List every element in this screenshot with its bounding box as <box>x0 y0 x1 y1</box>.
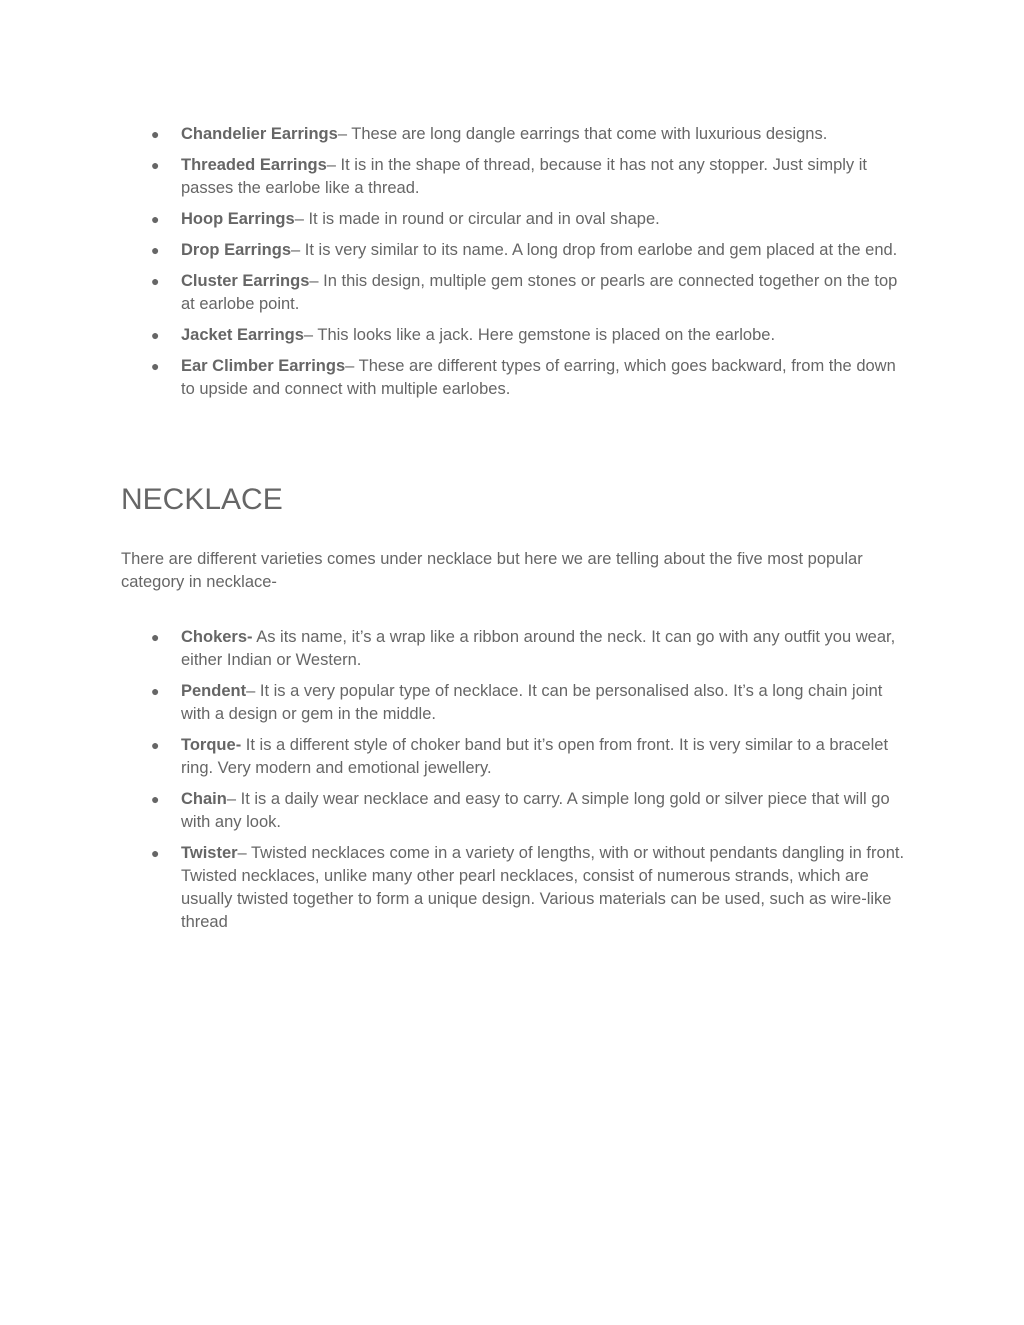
item-text: – This looks like a jack. Here gemstone is placed on the earlobe. <box>303 326 776 344</box>
item-text: – It is a very popular type of necklace. It can be personalised also. It’s a long chain joint with a design or gem in the middle. <box>181 682 883 723</box>
item-term: Cluster Earrings <box>181 272 310 290</box>
item-term: Torque- <box>181 736 242 754</box>
bullet-icon: ● <box>151 126 160 142</box>
necklace-intro: There are different varieties comes under necklace but here we are telling about the five most popular category in necklace- <box>121 550 863 591</box>
list-item <box>121 239 911 262</box>
list-item <box>121 734 911 780</box>
list-item <box>121 154 911 200</box>
bullet-icon: ● <box>151 683 160 699</box>
bullet-icon: ● <box>151 211 160 227</box>
bullet-icon: ● <box>151 737 160 753</box>
list-item <box>121 842 911 934</box>
item-text: – It is very similar to its name. A long drop from earlobe and gem placed at the end. <box>291 241 898 259</box>
item-text: As its name, it’s a wrap like a ribbon around the neck. It can go with any outfit you wear, either Indian or Western. <box>181 628 896 669</box>
item-text: – In this design, multiple gem stones or pearls are connected together on the top at earlobe point. <box>181 272 898 313</box>
bullet-icon: ● <box>151 629 160 645</box>
list-item <box>121 680 911 726</box>
bullet-icon: ● <box>151 327 160 343</box>
item-text: – These are different types of earring, which goes backward, from the down to upside and connect with multiple earlobes. <box>181 357 896 398</box>
list-item <box>121 270 911 316</box>
item-text: – It is made in round or circular and in oval shape. <box>294 210 660 228</box>
item-term: Pendent <box>181 682 247 700</box>
item-text: – Twisted necklaces come in a variety of lengths, with or without pendants dangling in front. Twisted necklaces, unlike many other pearl necklaces, consist of numerous strands, which are usually twisted together to form a unique design. Various materials can be used, such as wire-like thread <box>181 844 905 931</box>
item-term: Drop Earrings <box>181 241 292 259</box>
bullet-icon: ● <box>151 791 160 807</box>
bullet-icon: ● <box>151 358 160 374</box>
item-term: Ear Climber Earrings <box>181 357 346 375</box>
item-text: – It is in the shape of thread, because it has not any stopper. Just simply it passes the earlobe like a thread. <box>181 156 868 197</box>
item-term: Threaded Earrings <box>181 156 327 174</box>
necklace-heading: NECKLACE <box>121 483 283 516</box>
item-term: Chokers- <box>181 628 253 646</box>
item-text: – It is a daily wear necklace and easy to carry. A simple long gold or silver piece that will go with any look. <box>181 790 890 831</box>
bullet-icon: ● <box>151 273 160 289</box>
list-item <box>121 208 911 231</box>
item-term: Jacket Earrings <box>181 326 304 344</box>
bullet-icon: ● <box>151 242 160 258</box>
bullet-icon: ● <box>151 845 160 861</box>
necklace-list <box>121 626 911 942</box>
item-term: Chandelier Earrings <box>181 125 338 143</box>
item-text: It is a different style of choker band but it’s open from front. It is very similar to a bracelet ring. Very modern and emotional jewellery. <box>181 736 889 777</box>
list-item <box>121 355 911 401</box>
list-item <box>121 324 911 347</box>
list-item <box>121 123 911 146</box>
list-item <box>121 626 911 672</box>
item-term: Chain <box>181 790 227 808</box>
bullet-icon: ● <box>151 157 160 173</box>
list-item <box>121 788 911 834</box>
item-term: Hoop Earrings <box>181 210 295 228</box>
item-term: Twister <box>181 844 238 862</box>
earrings-list <box>121 123 911 409</box>
item-text: – These are long dangle earrings that come with luxurious designs. <box>337 125 828 143</box>
